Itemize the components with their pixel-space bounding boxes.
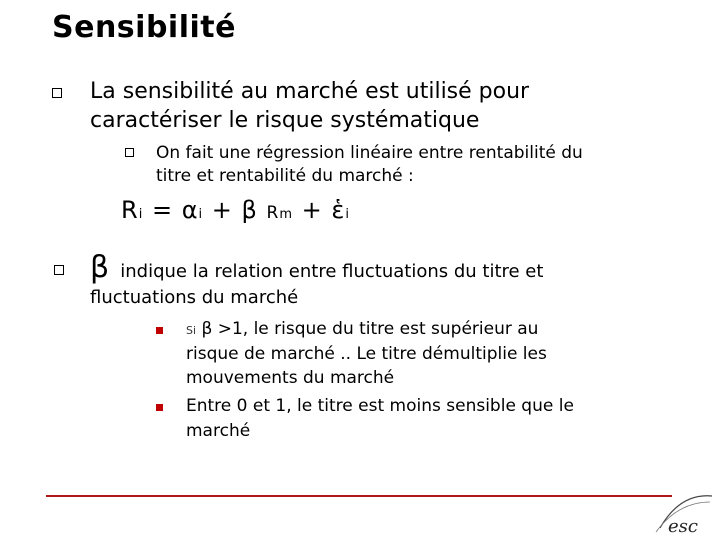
esc-logo [650, 488, 716, 538]
sub-item-1-line1 [186, 318, 538, 342]
formula-sub-i: i [198, 207, 204, 222]
formula-R: R [121, 196, 139, 224]
slide-title: Sensibilité [52, 10, 236, 45]
bullet-marker-2 [54, 265, 64, 275]
formula-sub-i: i [345, 207, 350, 222]
regression-formula [121, 196, 350, 224]
formula-alpha: α [181, 196, 199, 224]
bullet1-line2: caractériser le risque systématique [90, 108, 480, 133]
sub-item-1-text: β >1, le risque du titre est supérieur au [201, 319, 539, 339]
sub-item-marker-2 [156, 404, 163, 411]
formula-epsilon: ἑ [331, 196, 346, 224]
beta-symbol: β [90, 250, 110, 285]
bullet2-first-line [90, 250, 543, 285]
sub-bullet-line2: titre et rentabilité du marché : [156, 166, 414, 186]
formula-beta: β [241, 196, 258, 224]
sub-bullet-marker [125, 148, 134, 157]
footer-rule [46, 495, 672, 497]
si-prefix: Si [186, 324, 197, 337]
bullet2-line2: fluctuations du marché [90, 287, 299, 308]
formula-sub-m: m [279, 207, 293, 222]
sub-bullet-line1: On fait une régression linéaire entre rentabilité du [156, 143, 583, 163]
formula-equals: = [151, 196, 174, 224]
logo-text: esc [668, 516, 698, 537]
sub-item-1-line2: risque de marché .. Le titre démultiplie les [186, 344, 547, 364]
formula-Rm: R [266, 203, 280, 223]
sub-item-1-line3: mouvements du marché [186, 368, 395, 388]
formula-plus: + [301, 196, 323, 224]
formula-sub-i: i [138, 207, 144, 222]
bullet-marker-1 [52, 88, 62, 98]
bullet2-line1: indique la relation entre fluctuations du titre et [120, 261, 544, 282]
sub-item-marker-1 [156, 327, 163, 334]
formula-plus: + [211, 196, 233, 224]
sub-item-2-line1: Entre 0 et 1, le titre est moins sensible que le [186, 396, 574, 416]
sub-item-2-line2: marché [186, 421, 251, 441]
bullet1-line1: La sensibilité au marché est utilisé pour [90, 79, 530, 104]
